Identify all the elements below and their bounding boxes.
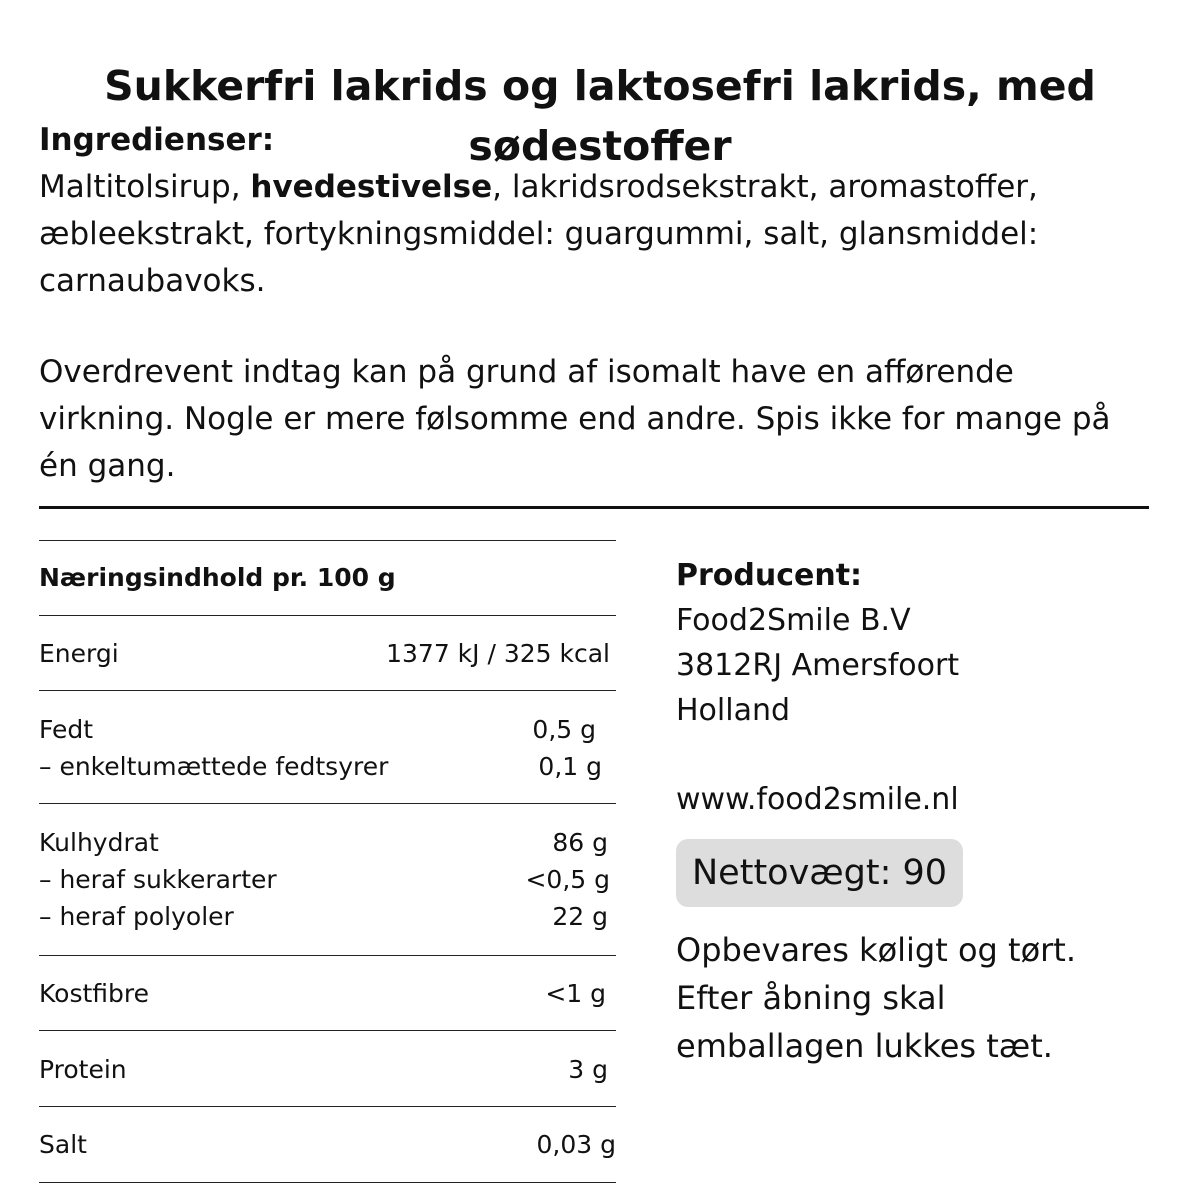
row-label: Kostfibre	[39, 979, 149, 1008]
nutrition-row-polyols	[39, 898, 616, 935]
table-rule	[39, 803, 616, 804]
producer-label: Producent:	[676, 558, 863, 593]
row-value: 1377 kJ / 325 kcal	[386, 639, 610, 668]
storage-line: emballagen lukkes tæt.	[676, 1027, 1053, 1065]
ingredients-text	[39, 164, 1119, 305]
producer-country: Holland	[676, 693, 791, 728]
table-rule	[39, 1030, 616, 1031]
row-value: 22 g	[552, 902, 608, 931]
product-title: Sukkerfri lakrids og laktosefri lakrids, med sødestoffer	[104, 62, 1096, 170]
table-rule	[39, 615, 616, 616]
ingredients-allergen: hvedestivelse	[250, 169, 493, 205]
nutrition-row-monounsaturated	[39, 748, 616, 785]
row-value: <1 g	[545, 979, 606, 1008]
nutrition-row-sugars	[39, 861, 616, 898]
nutrition-title: Næringsindhold pr. 100 g	[39, 563, 396, 592]
table-rule	[39, 1182, 616, 1183]
storage-line: Opbevares køligt og tørt.	[676, 931, 1077, 969]
nutrition-row-energy	[39, 635, 616, 672]
row-label: Kulhydrat	[39, 828, 159, 857]
nutrition-row-salt	[39, 1126, 616, 1163]
row-value: 3 g	[568, 1055, 608, 1084]
row-value: <0,5 g	[525, 865, 610, 894]
row-value: 86 g	[552, 828, 608, 857]
nutrition-row-protein	[39, 1051, 616, 1088]
row-label: – heraf sukkerarter	[39, 865, 277, 894]
nutrition-row-fat	[39, 711, 616, 748]
row-label: Salt	[39, 1130, 87, 1159]
storage-instructions	[676, 926, 1156, 1070]
table-rule	[39, 690, 616, 691]
laxative-warning: Overdrevent indtag kan på grund af isomalt have en afførende virkning. Nogle er mere følsomme end andre. Spis ikke for mange på én gang.	[39, 354, 1111, 484]
storage-line: Efter åbning skal	[676, 979, 946, 1017]
net-weight-badge: Nettovægt: 90	[676, 839, 963, 907]
table-rule	[39, 955, 616, 956]
row-value: 0,03 g	[536, 1130, 616, 1159]
nutrition-row-fibre	[39, 975, 616, 1012]
section-divider	[39, 506, 1149, 509]
row-label: Energi	[39, 639, 119, 668]
ingredients-label: Ingredienser:	[39, 122, 275, 158]
ingredients-rest: , lakridsrodsekstrakt, aromastoffer, æbleekstrakt, fortykningsmiddel: guargummi, salt, glansmiddel: carnaubavoks.	[39, 169, 1039, 299]
row-label: – enkeltumættede fedtsyrer	[39, 752, 389, 781]
ingredients-lead: Maltitolsirup,	[39, 169, 251, 205]
nutrition-row-carbohydrate	[39, 824, 616, 861]
row-value: 0,1 g	[538, 752, 602, 781]
row-value: 0,5 g	[532, 715, 596, 744]
producer-name: Food2Smile B.V	[676, 603, 911, 638]
row-label: Fedt	[39, 715, 94, 744]
table-rule	[39, 540, 616, 541]
table-rule	[39, 1106, 616, 1107]
producer-address: 3812RJ Amersfoort	[676, 648, 960, 683]
row-label: Protein	[39, 1055, 127, 1084]
producer-website: www.food2smile.nl	[676, 782, 959, 817]
row-label: – heraf polyoler	[39, 902, 234, 931]
